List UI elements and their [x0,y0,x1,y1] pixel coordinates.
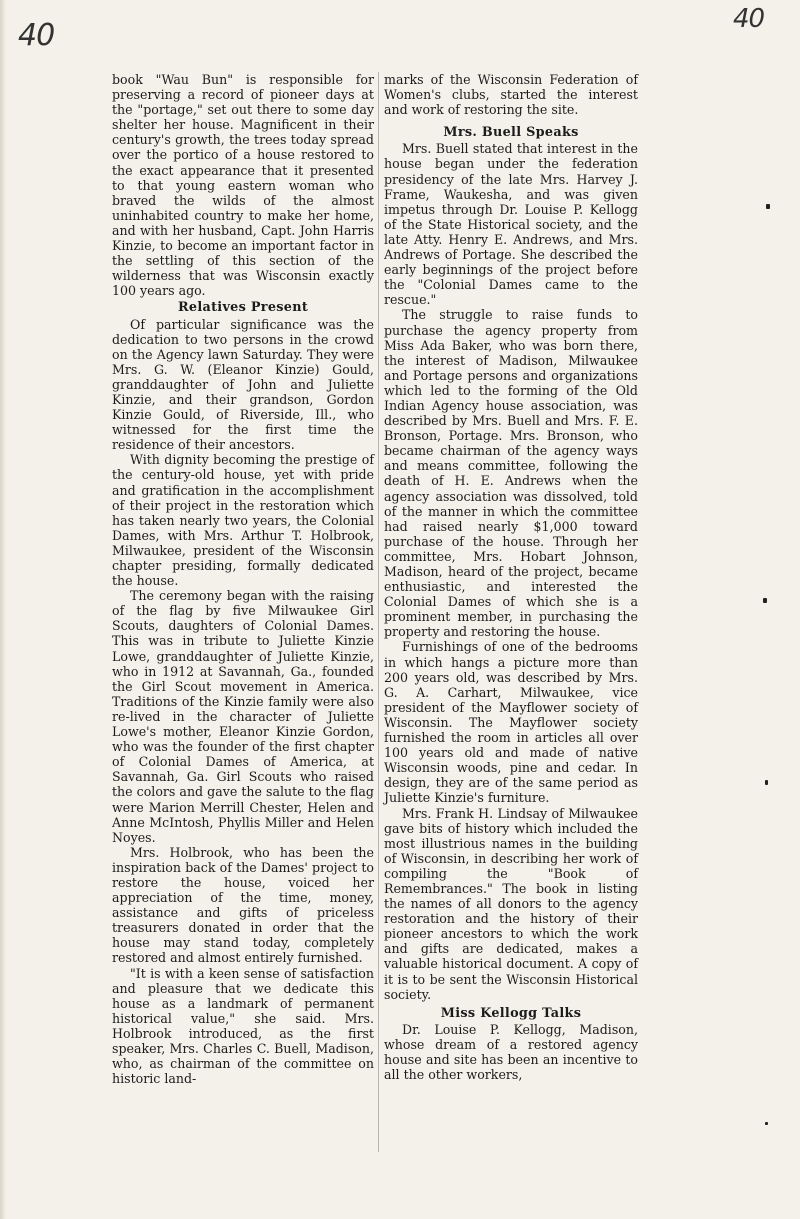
page-number-left: 40 [18,18,55,53]
paragraph: With dignity becoming the prestige of the century-old house, yet with pride and gratification in the accomplishment of their project in the restoration which has taken nearly two years, the Colonial Dames, with Mrs. Arthur T. Holbrook, Milwaukee, president of the Wisconsin chapter presiding, formally dedicated the house. [112,452,374,589]
subheading-miss-kellogg-talks: Miss Kellogg Talks [440,1005,582,1021]
paragraph: Of particular significance was the dedication to two persons in the crowd on the Agency lawn Saturday. They were Mrs. G. W. (Eleanor Kinzie) Gould, granddaughter of John and Juliette Kinzie, and their grandson, Gordon Kinzie Gould, of Riverside, Ill., who witnessed for the first time the residence of their ancestors. [112,316,374,453]
subheading-mrs-buell-speaks: Mrs. Buell Speaks [443,125,579,141]
paragraph: "It is with a keen sense of satisfaction and pleasure that we dedicate this house as a landmark of permanent historical value," she said. Mrs. Holbrook introduced, as the first speaker, Mrs. Charles C. Buell, Madison, who, as chairman of the committee on historic land- [112,965,374,1087]
paragraph: Mrs. Buell stated that interest in the house began under the federation presidency of the late Mrs. Harvey J. Frame, Waukesha, and was given impetus through Dr. Louise P. Kellogg of the State Historical society, and the late Atty. Henry E. Andrews, and Mrs. Andrews of Portage. She described the early beginnings of the project before the "Colonial Dames came to the rescue." [384,141,638,308]
article-column-1 [112,72,374,1086]
paragraph: The ceremony began with the raising of the flag by five Milwaukee Girl Scouts, daughters of Colonial Dames. This was in tribute to Juliette Kinzie Lowe, granddaughter of Juliette Kinzie, who in 1912 at Savannah, Ga., founded the Girl Scout movement in America. Traditions of the Kinzie family were also re-lived in the character of Juliette Lowe's mother, Eleanor Kinzie Gordon, who was the founder of the first chapter of Colonial Dames of America, at Savannah, Ga. Girl Scouts who raised the colors and gave the salute to the flag were Marion Merrill Chester, Helen and Anne McIntosh, Phyllis Miller and Helen Noyes. [112,588,374,845]
article-column-2 [384,72,638,1082]
subheading-relatives-present: Relatives Present [177,300,309,316]
scan-speck [765,1122,768,1125]
paragraph: The struggle to raise funds to purchase the agency property from Miss Ada Baker, who was born there, the interest of Madison, Milwaukee and Portage persons and organizations which led to the forming of the Old Indian Agency house association, was described by Mrs. Buell and Mrs. F. E. Bronson, Portage. Mrs. Bronson, who became chairman of the agency ways and means committee, following the death of H. E. Andrews when the agency association was dissolved, told of the manner in which the committee had raised nearly $1,000 toward purchase of the house. Through her committee, Mrs. Hobart Johnson, Madison, heard of the project, became enthusiastic, and interested the Colonial Dames of which she is a prominent member, in purchasing the property and restoring the house. [384,307,638,640]
paragraph: Dr. Louise P. Kellogg, Madison, whose dream of a restored agency house and site has been an incentive to all the other workers, [384,1021,638,1083]
paragraph: Mrs. Frank H. Lindsay of Milwaukee gave bits of history which included the most illustrious names in the building of Wisconsin, in describing her work of compiling the "Book of Remembrances." The book in listing the names of all donors to the agency restoration and the history of their pioneer ancestors to which the work and gifts are dedicated, makes a valuable historical document. A copy of it is to be sent the Wisconsin Historical society. [384,805,638,1002]
scan-speck [763,598,767,603]
paragraph: Mrs. Holbrook, who has been the inspiration back of the Dames' project to restore the house, voiced her appreciation of the time, money, assistance and gifts of priceless treasurers donated in order that the house may stand today, completely restored and almost entirely furnished. [112,844,374,966]
paragraph: Furnishings of one of the bedrooms in which hangs a picture more than 200 years old, was described by Mrs. G. A. Carhart, Milwaukee, vice president of the Mayflower society of Wisconsin. The Mayflower society furnished the room in articles all over 100 years old and made of native Wisconsin woods, pine and cedar. In design, they are of the same period as Juliette Kinzie's furniture. [384,639,638,806]
column-divider [378,72,379,1152]
page-number-right: 40 [733,4,765,34]
paragraph: book "Wau Bun" is responsible for preserving a record of pioneer days at the "portage," set out there to some day shelter her house. Magnificent in their century's growth, the trees today spread over the portico of a house restored to the exact appearance that it presented to that young eastern woman who braved the wilds of the almost uninhabited country to make her home, and with her husband, Capt. John Harris Kinzie, to become an important factor in the settling of this section of the wilderness that was Wisconsin exactly 100 years ago. [112,72,374,299]
page-edge-shadow [0,0,6,1219]
scan-speck [765,780,768,785]
paragraph: marks of the Wisconsin Federation of Women's clubs, started the interest and work of restoring the site. [384,72,638,118]
scan-speck [766,204,770,209]
